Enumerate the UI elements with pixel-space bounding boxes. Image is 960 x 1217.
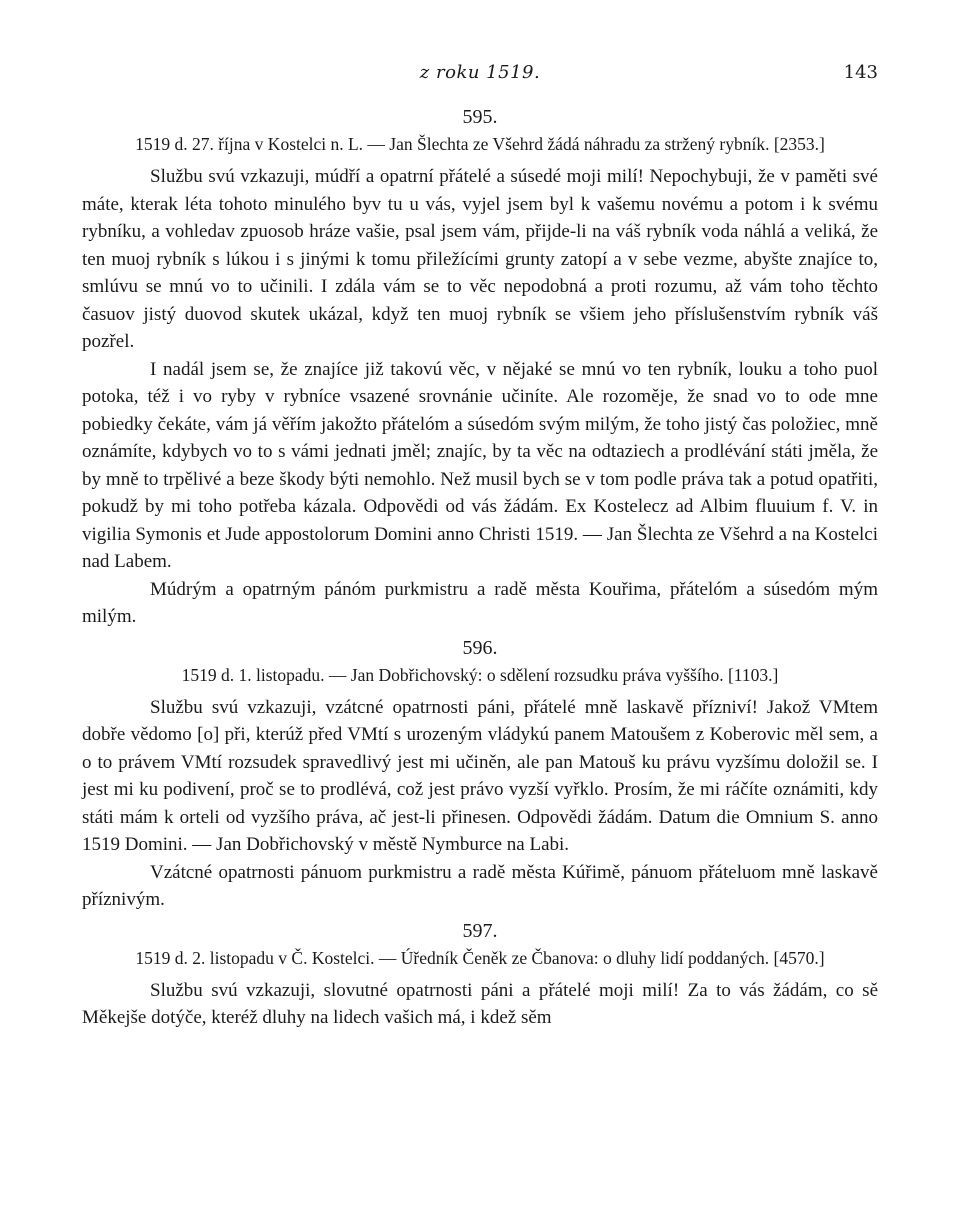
document-number: 597. (462, 919, 498, 942)
page-body (82, 100, 878, 1032)
document-address: Múdrým a opatrným pánóm purkmistru a radě města Kouřima, přátelóm a súsedóm mým milým. (82, 578, 878, 627)
document-header: 1519 d. 1. listopadu. — Jan Dobřichovský: o sdělení rozsudku práva vyššího. [1103.] (181, 664, 779, 685)
document-address: Vzátcné opatrnosti pánuom purkmistru a radě města Kúřimě, pánuom přáteluom mně laskavě příznivým. (82, 861, 878, 910)
document-number: 596. (462, 636, 498, 659)
document-number: 595. (462, 106, 498, 128)
document-entry (82, 918, 878, 1032)
page-number: 143 (843, 62, 878, 83)
running-head (82, 62, 878, 86)
document-paragraph: Službu svú vzkazuji, vzátcné opatrnosti páni, přátelé mně laskavě přízniví! Jakož VMtem dobře vědomo [o] při, kterúž před VMtí s urozeným vládykú panem Matoušem z Koberovic měl sem, a o to právem VMtí rozsudek spravedlivý jest mi učiněn, ale pan Matouš ku právu vyzšímu doložil se. I jest mi ku podivení, proč se to prodlévá, což jest právo vyzší vyřklo. Prosím, že mi ráčíte oznámiti, kdy státi mám k orteli od vyzšího práva, ač jest-li přinesen. Odpovědi žádám. Datum die Omnium S. anno 1519 Domini. — Jan Dobřichovský v městě Nymburce na Labi. (82, 696, 878, 855)
document-header: 1519 d. 2. listopadu v Č. Kostelci. — Úředník Čeněk ze Čbanova: o dluhy lidí poddaných. [4570.] (135, 947, 825, 968)
document-header: 1519 d. 27. října v Kostelci n. L. — Jan Šlechta ze Všehrd žádá náhradu za stržený rybník. [2353.] (135, 134, 825, 154)
document-paragraph: Službu svú vzkazuji, slovutné opatrnosti páni a přátelé moji milí! Za to vás žádám, co sě Měkejše dotýče, kteréž dluhy na lidech vašich má, i kdež sěm (82, 979, 878, 1028)
document-paragraph: Službu svú vzkazuji, múdří a opatrní přátelé a súsedé moji milí! Nepochybuji, že v paměti své máte, kterak léta tohoto minulého byv tu u vás, vyjel jsem byl k vašemu novému a potom i k svému rybníku, a vohledav zpuosob hráze vašie, psal jsem vám, přijde-li na váš rybník voda náhlá a veliká, že ten muoj rybník s lúkou i s jinými k tomu přiležícími grunty zatopí a v sebe vezme, abyšte znajíce to, smlúvu se mnú vo to učinili. I zdála vám se to věc nepodobná a proti rozumu, až vám toho těchto časuov jistý duovod skutek ukázal, když ten muoj rybník se všiem jeho příslušenstvím rybník váš pozřel. (82, 166, 878, 352)
document-entry (82, 635, 878, 914)
document-entry (82, 104, 878, 631)
document-paragraph: I nadál jsem se, že znajíce již takovú věc, v nějaké se mnú vo ten rybník, louku a toho puol potoka, též i vo ryby v rybníce vsazené srovnánie učiníte. Ale rozoměje, že snad vo to ode mne pobiedky čekáte, vám já věřím jakožto přátelóm a súsedóm svým milým, že toho jistý čas položiec, mně oznámíte, kdybych vo to s vámi jednati jměl; znajíc, by ta věc na odtaziech a prodlévání státi jměla, že by mně to trpělivé a beze škody býti nemohlo. Než musil bych se v tom podle práva tak a potud opatřiti, pokudž by mi toho potřeba kázala. Odpovědi od vás žádám. Ex Kostelecz ad Albim fluuium f. V. in vigilia Symonis et Jude appostolorum Domini anno Christi 1519. — Jan Šlechta ze Všehrd a na Kostelci nad Labem. (82, 358, 878, 572)
running-title: z roku 1519. (419, 62, 541, 83)
